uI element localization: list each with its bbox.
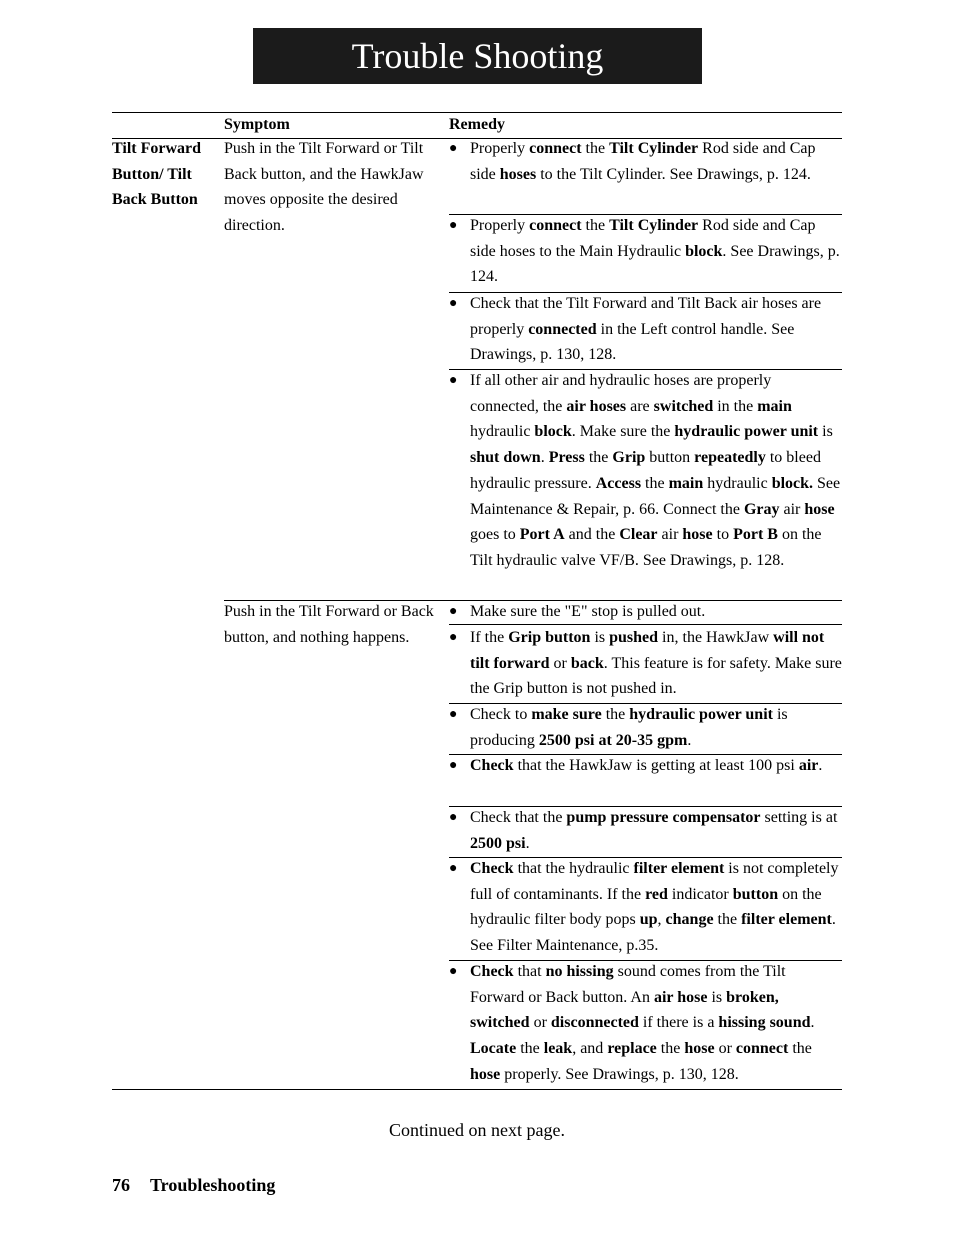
remedy-text: Make sure the "E" stop is pulled out. <box>470 603 706 620</box>
table-bottom-rule <box>112 1089 842 1090</box>
symptom-2: Push in the Tilt Forward or Back button, and nothing happens. <box>224 603 434 646</box>
bullet-dot-icon: ● <box>449 296 458 311</box>
bullet-dot-icon: ● <box>449 630 458 645</box>
header-remedy: Remedy <box>449 116 505 133</box>
remedy-text: If all other air and hydraulic hoses are properly connected, the air hoses are switched in the main hydraulic block. Make sure the hydraulic power unit is shut down. Press the Grip button repeatedly to bleed hydraulic pressure. Access the main hydraulic block. See Maintenance & Repair, p. 66. Connect the Gray air hose goes to Port A and the Clear air hose to Port B on the Tilt hydraulic valve VF/B. See Drawings, p. 128. <box>470 372 841 569</box>
remedy-text: Properly connect the Tilt Cylinder Rod side and Cap side hoses to the Main Hydraulic block. See Drawings, p. 124. <box>470 217 840 286</box>
bullet-dot-icon: ● <box>449 141 458 156</box>
section-name: Troubleshooting <box>150 1175 276 1195</box>
remedy-text: Check that the hydraulic filter element is not completely full of contaminants. If the red indicator button on the hydraulic filter body pops up, change the filter element. See Filter Maintenance, p.35. <box>470 860 839 955</box>
bullet-dot-icon: ● <box>449 861 458 876</box>
remedy-text: Check that the HawkJaw is getting at least 100 psi air. <box>470 757 823 774</box>
page-title: Trouble Shooting <box>253 28 702 84</box>
bullet-dot-icon: ● <box>449 758 458 773</box>
header-symptom: Symptom <box>224 116 290 133</box>
page-number: 76 <box>112 1175 130 1195</box>
symptom-1: Push in the Tilt Forward or Tilt Back button, and the HawkJaw moves opposite the desired direction. <box>224 140 424 235</box>
bullet-dot-icon: ● <box>449 707 458 722</box>
bullet-dot-icon: ● <box>449 373 458 388</box>
bullet-dot-icon: ● <box>449 810 458 825</box>
continued-note: Continued on next page. <box>389 1120 565 1140</box>
remedy-text: Check that the Tilt Forward and Tilt Back air hoses are properly connected in the Left control handle. See Drawings, p. 130, 128. <box>470 295 822 364</box>
remedy-text: Check that no hissing sound comes from the Tilt Forward or Back button. An air hose is broken, switched or disconnected if there is a hissing sound. Locate the leak, and replace the hose or connect the hose properly. See Drawings, p. 130, 128. <box>470 963 815 1083</box>
remedy-text: If the Grip button is pushed in, the HawkJaw will not tilt forward or back. This feature is for safety. Make sure the Grip button is not pushed in. <box>470 629 842 698</box>
issue-label: Tilt Forward Button/ Tilt Back Button <box>112 140 202 209</box>
bullet-dot-icon: ● <box>449 964 458 979</box>
remedy-text: Properly connect the Tilt Cylinder Rod side and Cap side hoses to the Tilt Cylinder. See Drawings, p. 124. <box>470 140 816 183</box>
bullet-dot-icon: ● <box>449 218 458 233</box>
remedy-text: Check that the pump pressure compensator setting is at 2500 psi. <box>470 809 838 852</box>
remedy-text: Check to make sure the hydraulic power unit is producing 2500 psi at 20-35 gpm. <box>470 706 788 749</box>
bullet-dot-icon: ● <box>449 604 458 619</box>
page-footer <box>112 1175 295 1196</box>
